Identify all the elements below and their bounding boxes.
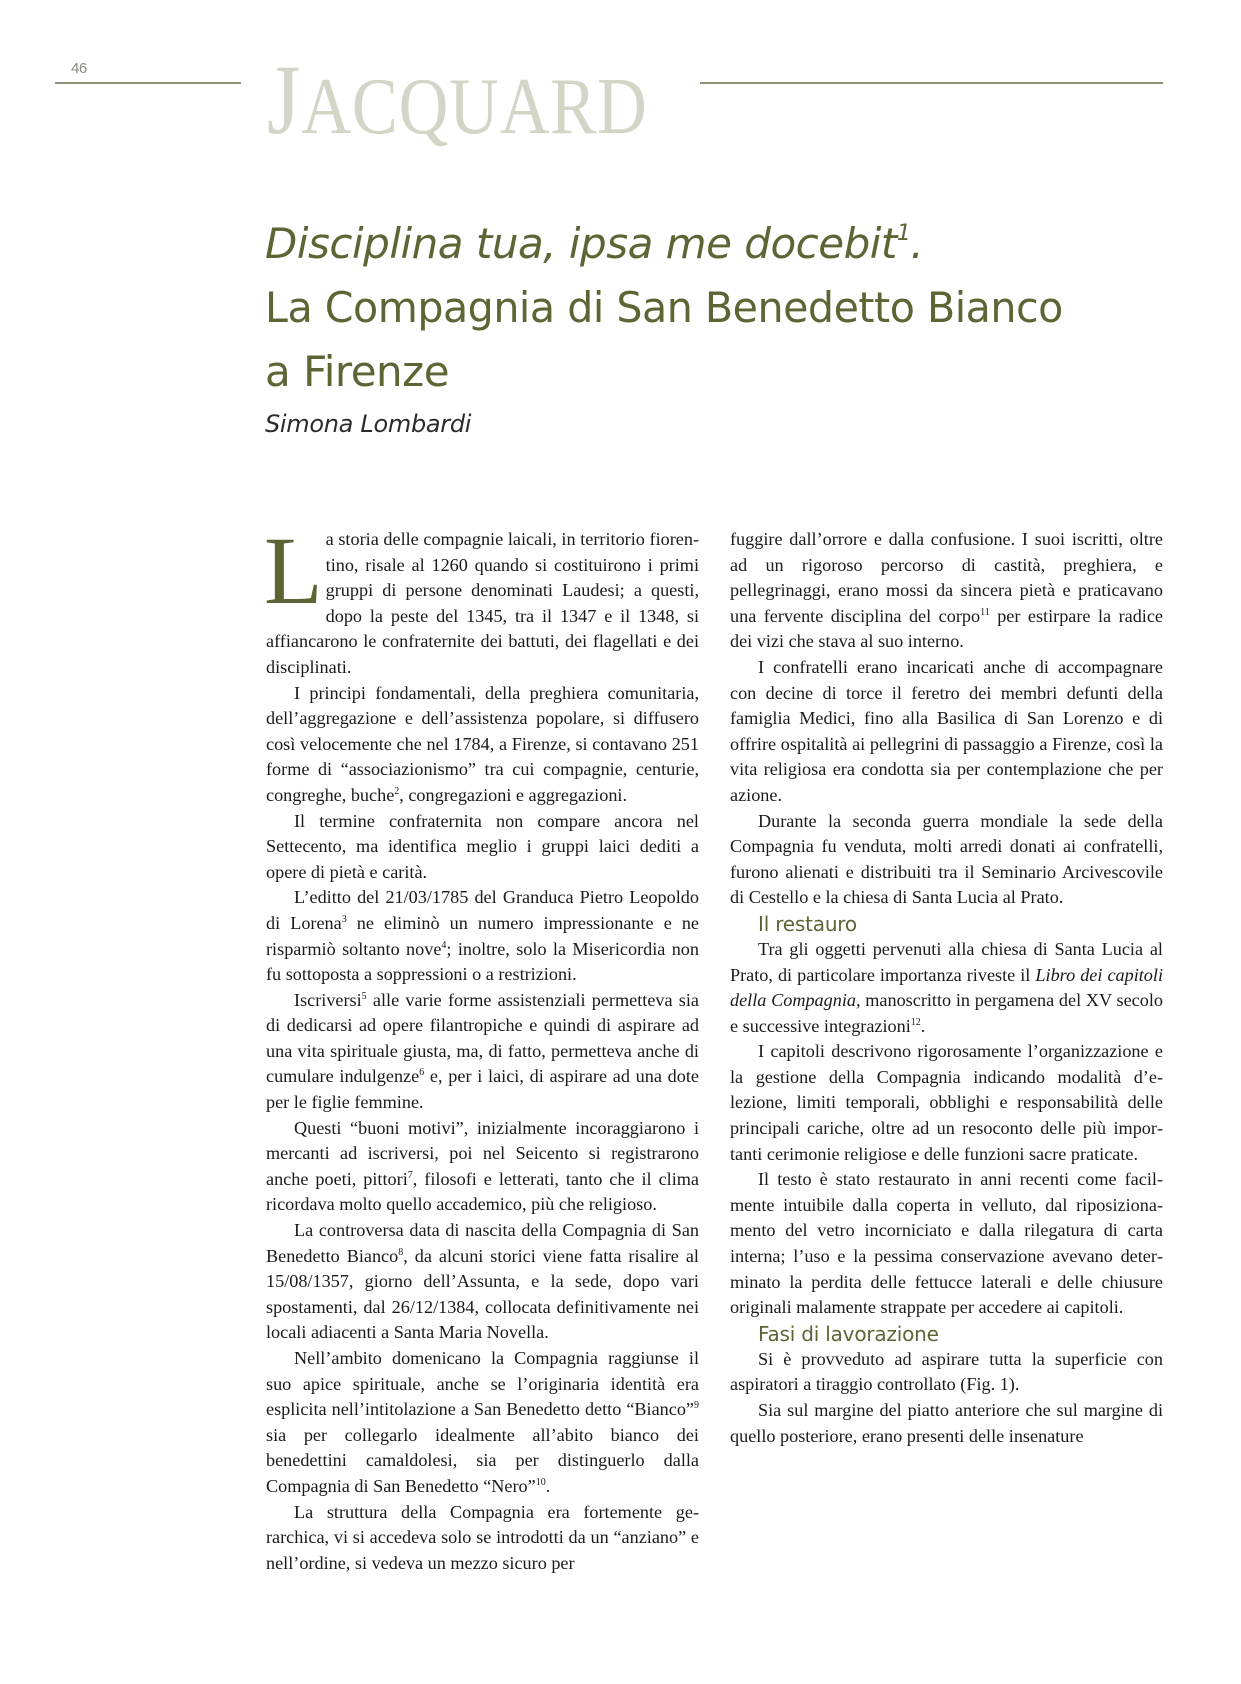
paragraph-text: Nell’ambito domenicano la Compagnia raggiunse il suo apice spirituale, anche se l’originaria identità era esplicita nell’intitolazione a San Benedetto detto “Bianco” bbox=[266, 1348, 699, 1420]
masthead-title bbox=[267, 44, 648, 155]
footnote-ref[interactable]: 6 bbox=[419, 1067, 425, 1079]
paragraph bbox=[266, 1116, 699, 1218]
footnote-ref[interactable]: 3 bbox=[341, 913, 347, 925]
header-rule-right bbox=[700, 82, 1163, 84]
paragraph-text: ne eliminò un numero impressionante e ne risparmiò soltanto nove bbox=[266, 912, 699, 959]
footnote-ref[interactable]: 1 bbox=[896, 221, 911, 246]
paragraph: Si è provveduto ad aspirare tutta la superficie con aspiratori a tiraggio controllato (Fig. 1). bbox=[730, 1348, 1163, 1395]
footnote-ref[interactable]: 2 bbox=[394, 785, 400, 797]
article-title bbox=[265, 212, 1165, 404]
title-line-3: a Firenze bbox=[265, 347, 450, 396]
paragraph-text: La controversa data di nascita della Compagnia di San Benedetto Bianco bbox=[266, 1220, 699, 1266]
title-line-2: La Compagnia di San Benedetto Bianco bbox=[265, 283, 1063, 332]
footnote-ref[interactable]: 10 bbox=[535, 1476, 546, 1488]
paragraph: Sia sul margine del piatto anteriore che sul margine di quello posteriore, erano presenti delle insenature bbox=[730, 1400, 1163, 1446]
paragraph bbox=[266, 988, 699, 1116]
paragraph-text: . bbox=[545, 1475, 551, 1496]
header-rule-left bbox=[55, 82, 241, 84]
footnote-ref[interactable]: 7 bbox=[407, 1169, 413, 1181]
paragraph-text: per estirpare la radice dei vizi che stava al suo interno. bbox=[730, 605, 1163, 652]
paragraph: La struttura della Compagnia era fortemente gerarchica, vi si accedeva solo se introdotti da un “anziano” e nell’ordine, si vedeva un mezzo sicuro per bbox=[266, 1501, 699, 1573]
paragraph-text: alle varie forme assistenziali permetteva sia di dedicarsi ad opere filantropiche e quindi di aspirare ad una vita spirituale giusta, ma, di fatto, permetteva anche di cumulare indulgenze bbox=[266, 989, 699, 1087]
masthead-initial: J bbox=[267, 44, 302, 155]
paragraph: Il testo è stato restaurato in anni recenti come facilmente intuibile dalla coperta in velluto, dal riposizionamento del vetro incorniciato e dalla rilegatura di carta interna; l’uso e la pessima conservazione avevano determinato la perdita delle fettucce laterali e delle chiusure originali malamente strappate per accedere ai capitoli. bbox=[730, 1169, 1163, 1318]
paragraph-text: Questi “buoni motivi”, inizialmente incoraggiarono i mercanti ad iscriversi, poi nel Seicento si registrarono anche poeti, pittori bbox=[266, 1117, 699, 1189]
body-column-right bbox=[730, 527, 1163, 1449]
paragraph-text: , filosofi e letterati, tanto che il clima ricordava molto quello accademico, più che religioso. bbox=[266, 1168, 699, 1215]
paragraph-text: . bbox=[920, 1015, 926, 1036]
paragraph bbox=[266, 1218, 699, 1346]
paragraph-text: manoscritto in pergamena del XV secolo e successive integrazioni bbox=[730, 990, 1163, 1036]
paragraph bbox=[730, 527, 1163, 655]
paragraph: Il termine confraternita non compare ancora nel Settecento, ma identifica meglio i gruppi laici dediti a opere di pietà e carità. bbox=[266, 810, 699, 882]
paragraph-text: ; inoltre, solo la Misericordia non fu sottoposta a soppressioni o a restrizioni. bbox=[266, 938, 699, 985]
article-author: Simona Lombardi bbox=[265, 410, 472, 438]
paragraph-text: , congregazioni e aggregazioni. bbox=[399, 784, 628, 805]
paragraph-text: I principi fondamentali, della preghiera comunitaria, dell’aggregazione e dell’assistenza popolare, si diffusero così velocemente che nel 1784, a Firenze, si contavano 251 forme di “associazionismo” tra cui compagnie, centurie, congreghe, buche bbox=[266, 682, 699, 805]
drop-cap: L bbox=[264, 517, 323, 624]
book-title-italic: Libro dei capitoli della Compagnia, bbox=[730, 964, 1164, 1011]
paragraph-text: e, per i laici, di aspirare ad una dote per le figlie femmine. bbox=[266, 1066, 699, 1113]
footnote-ref[interactable]: 9 bbox=[694, 1400, 699, 1412]
section-heading-restauro: Il restauro bbox=[758, 911, 857, 936]
paragraph-text: Iscriversi bbox=[294, 989, 362, 1010]
body-column-left bbox=[264, 517, 699, 1576]
title-line-1 bbox=[265, 212, 1165, 276]
footnote-ref[interactable]: 11 bbox=[980, 606, 990, 618]
paragraph bbox=[266, 681, 699, 809]
paragraph-text: fuggire dall’orrore e dalla confusione. I suoi iscritti, oltre ad un rigoroso percorso di castità, preghiera, e pellegrinaggi, erano mossi da sincera pietà e praticavano una fervente disciplina del corpo bbox=[730, 529, 1163, 626]
masthead-rest: ACQUARD bbox=[301, 63, 648, 151]
paragraph-text: L’editto del 21/03/1785 del Granduca Pietro Leopoldo di Lorena bbox=[266, 887, 699, 933]
paragraph bbox=[730, 937, 1163, 1039]
paragraph-text: , da alcuni storici viene fatta risalire al 15/08/1357, giorno dell’Assunta, e la sede, dopo vari spostamenti, dal 26/12/1384, collocata definitivamente nei locali adiacenti a Santa Maria Novella. bbox=[266, 1245, 699, 1343]
footnote-ref[interactable]: 4 bbox=[441, 939, 447, 951]
footnote-ref[interactable]: 5 bbox=[361, 990, 367, 1002]
paragraph: I confratelli erano incaricati anche di accompagnare con decine di torce il feretro dei membri defunti della famiglia Medici, fino alla Basilica di San Lorenzo e di offrire ospitalità ai pellegrini di passaggio a Firenze, così la vita religiosa era condotta sia per contemplazione che per azione. bbox=[730, 656, 1163, 805]
paragraph bbox=[264, 517, 699, 681]
paragraph-text: sia per collegarlo idealmente all’abito bianco dei benedettini camaldolesi, sia per distinguerlo dalla Compagnia di San Benedetto “Nero” bbox=[266, 1424, 699, 1496]
title-period: . bbox=[910, 219, 924, 268]
footnote-ref[interactable]: 8 bbox=[398, 1246, 404, 1258]
paragraph-text: Tra gli oggetti pervenuti alla chiesa di Santa Lucia al Prato, di particolare importanza riveste il bbox=[730, 938, 1163, 985]
title-latin-motto: Disciplina tua, ipsa me docebit bbox=[265, 219, 897, 268]
footnote-ref[interactable]: 12 bbox=[910, 1016, 921, 1028]
section-heading-fasi: Fasi di lavorazione bbox=[758, 1321, 939, 1346]
page-number: 46 bbox=[71, 60, 87, 77]
paragraph: Durante la seconda guerra mondiale la sede della Compagnia fu venduta, molti arredi donati ai confratelli, furono alienati e distribuiti tra il Seminario Arcivescovile di Cestello e la chiesa di Santa Lucia al Prato. bbox=[730, 810, 1163, 908]
paragraph bbox=[266, 1346, 699, 1500]
paragraph-text: a storia delle compagnie laicali, in territorio fiorentino, risale al 1260 quando si costituirono i primi gruppi di persone denominati Laudesi; a questi, dopo la peste del 1345, tra il 1347 e il 1348, si affiancarono le confraternite dei battuti, dei flagellati e dei disciplinati. bbox=[266, 529, 699, 677]
paragraph bbox=[266, 885, 699, 987]
paragraph: I capitoli descrivono rigorosamente l’organizzazione e la gestione della Compagnia indicando modalità d’elezione, limiti temporali, obblighi e responsabilità delle principali cariche, oltre ad un resoconto delle più importanti cerimonie religiose e delle funzioni sacre praticate. bbox=[730, 1041, 1163, 1164]
